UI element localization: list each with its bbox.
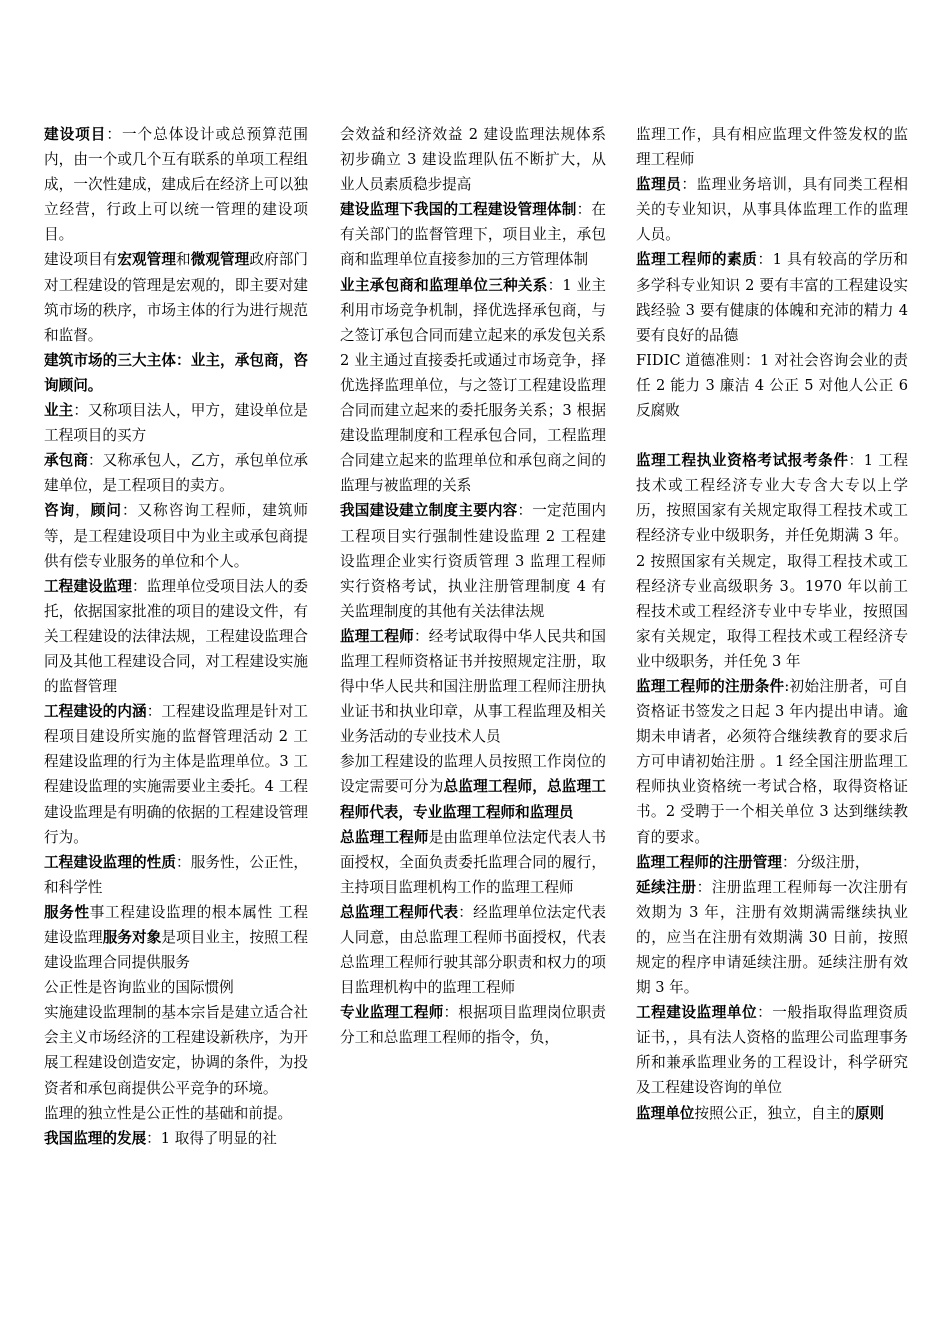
paragraph — [44, 699, 308, 850]
text-run: 公正性是咨询监业的国际惯例 — [44, 979, 234, 997]
paragraph — [636, 875, 908, 1000]
bold-term: 咨询 — [44, 502, 76, 520]
paragraph — [636, 122, 908, 172]
text-run: 事工程建设监理的根本属性 工程建设监理 — [44, 903, 308, 946]
text-run: ：在有关部门的监督管理下，项目业主，承包商和监理单位直接参加的三方管理体制 — [340, 201, 606, 269]
bold-term: 监理单位 — [636, 1104, 695, 1122]
paragraph — [44, 850, 308, 900]
paragraph — [44, 900, 308, 975]
bold-term: 顾问 — [90, 502, 122, 520]
bold-term: 监理工程师的注册管理 — [636, 853, 782, 871]
bold-term: 我国监理的发展 — [44, 1129, 147, 1147]
paragraph — [636, 348, 908, 423]
bold-term: 工程建设监理的性质 — [44, 853, 177, 871]
bold-term: 我国建设建立制度主要内容 — [340, 502, 518, 520]
text-run: ：一定范围内工程项目实行强制性建设监理 2 工程建设监理企业实行资质管理 3 监理工程师实行资格考试，执业注册管理制度 4 有关监理制度的其他有关法律法规 — [340, 502, 606, 620]
bold-term: 宏观管理 — [117, 251, 177, 269]
paragraph — [44, 247, 308, 347]
paragraph — [44, 975, 308, 1000]
text-run: 会效益和经济效益 2 建设监理法规体系初步确立 3 建设监理队伍不断扩大，从业人员素质稳步提高 — [340, 126, 606, 194]
paragraph — [340, 273, 606, 499]
paragraph — [340, 122, 606, 197]
paragraph — [340, 900, 606, 1000]
paragraph — [636, 448, 908, 674]
paragraph — [636, 674, 908, 850]
bold-term: 服务性 — [44, 903, 90, 921]
paragraph — [636, 247, 908, 347]
bold-term: 业主承包商和监理单位三种关系 — [340, 276, 548, 294]
text-run: ：1 业主利用市场竞争机制，择优选择承包商，与之签订承包合同而建立起来的承发包关系 2 业主通过直接委托或通过市场竞争，择优选择监理单位，与之签订工程建设监理合同而建立起来的委托服务关系；3 根据建设监理制度和工程承包合同，工程监理合同建立起来的监理单位和承包商之间的监理与被监理的关系 — [340, 276, 606, 495]
text-run: 建设项目有 — [44, 251, 118, 269]
text-run: 监理的独立性是公正性的基础和前提。 — [44, 1104, 293, 1122]
paragraph — [44, 1101, 308, 1126]
text-run: 监理工作，具有相应监理文件签发权的监理工程师 — [636, 126, 908, 169]
bold-term: 总监理工程师，总监理工程师代表，专业监理工程师和监理员 — [340, 778, 606, 821]
text-run: 和 — [176, 251, 191, 269]
text-run: ：又称项目法人，甲方，建设单位是工程项目的买方 — [44, 402, 308, 445]
paragraph-spacer — [636, 423, 908, 448]
text-run: ：又称承包人，乙方，承包单位承建单位，是工程项目的卖方。 — [44, 452, 308, 495]
text-run: 实施建设监理制的基本宗旨是建立适合社会主义市场经济的工程建设新秩序，为开展工程建设创造安定，协调的条件，为投资者和承包商提供公平竞争的环境。 — [44, 1004, 308, 1097]
text-run: ：又称咨询工程师，建筑师等，是工程建设项目中为业主或承包商提供有偿专业服务的单位和个人。 — [44, 502, 308, 570]
text-run: ：一般指取得监理资质证书，，具有法人资格的监理公司监理事务所和兼承监理业务的工程设计，科学研究及工程建设咨询的单位 — [636, 1004, 908, 1097]
text-run: ：注册监理工程师每一次注册有效期为 3 年，注册有效期满需继续执业的，应当在注册有效期满 30 日前，按照规定的程序申请延续注册。延续注册有效期 3 年。 — [636, 878, 908, 997]
text-column-2 — [340, 122, 606, 1050]
text-run: ：服务性，公正性，和科学性 — [44, 853, 308, 896]
text-run: ， — [75, 502, 91, 520]
paragraph — [340, 197, 606, 272]
text-run: :初始注册者，可自资格证书签发之日起 3 年内提出申请。逾期未申请者，必须符合继续教育的要求后方可申请初始注册 。1 经全国注册监理工程师执业资格统一考试合格，取得资格证书。2 受聘于一个相关单位 3 达到继续教育的要求。 — [636, 677, 908, 846]
bold-term: 服务对象 — [102, 929, 162, 946]
bold-term: 监理员 — [636, 176, 682, 194]
bold-term: 建设项目 — [44, 126, 107, 143]
text-run: 是由监理单位法定代表人书面授权，全面负责委托监理合同的履行，主持项目监理机构工作的监理工程师 — [340, 828, 606, 896]
bold-term: 总监理工程师代表 — [340, 903, 459, 921]
text-run: ：1 取得了明显的社 — [146, 1129, 277, 1147]
text-run: ：根据项目监理岗位职责分工和总监理工程师的指令，负， — [340, 1004, 606, 1047]
paragraph — [44, 1000, 308, 1100]
text-run: ：经监理单位法定代表人同意，由总监理工程师书面授权，代表总监理工程师行驶其部分职责和权力的项目监理机构中的监理工程师 — [340, 903, 606, 997]
bold-term: 业主 — [44, 402, 74, 420]
text-run: ：工程建设监理是针对工程项目建设所实施的监督管理活动 2 工程建设监理的行为主体是监理单位。3 工程建设监理的实施需要业主委托。4 工程建设监理是有明确的依据的工程建设管理行为。 — [44, 703, 308, 846]
text-run: ：监理业务培训，具有同类工程相关的专业知识，从事具体监理工作的监理人员。 — [636, 176, 908, 244]
text-run: ：经考试取得中华人民共和国监理工程师资格证书并按照规定注册，取得中华人民共和国注册监理工程师注册执业证书和执业印章，从事工程监理及相关业务活动的专业技术人员 — [340, 627, 606, 746]
bold-term: 工程建设监理 — [44, 577, 133, 595]
bold-term: 延续注册 — [636, 878, 697, 896]
bold-term: 工程建设监理单位 — [636, 1004, 758, 1022]
bold-term: 建设监理下我国的工程建设管理体制 — [340, 201, 577, 219]
bold-term: 微观管理 — [190, 251, 250, 269]
paragraph — [44, 498, 308, 573]
text-run: ：分级注册， — [781, 853, 870, 871]
paragraph — [636, 1101, 908, 1126]
bold-term: 监理工程师 — [340, 627, 414, 645]
paragraph — [636, 1000, 908, 1100]
bold-term: 专业监理工程师 — [340, 1004, 444, 1022]
paragraph — [340, 749, 606, 824]
bold-term: 承包商 — [44, 452, 89, 470]
paragraph — [340, 498, 606, 623]
paragraph — [340, 624, 606, 749]
bold-term: 监理工程执业资格考试报考条件 — [636, 452, 849, 470]
text-run: ：1 工程技术或工程经济专业大专含大专以上学历，按照国家有关规定取得工程技术或工程经济专业中级职务，并任免期满 3 年。2 按照国家有关规定，取得工程技术或工程经济专业高级职务 3。1970 年以前工程技术或工程经济专业中专毕业，按照国家有关规定，取得工程技术或工程经济专业中级职务，并任免 3 年 — [636, 452, 908, 670]
text-run: ：一个总体设计或总预算范围内，由一个或几个互有联系的单项工程组成，一次性建成，建成后在经济上可以独立经营，行政上可以统一管理的建设项目。 — [44, 126, 308, 244]
paragraph — [44, 448, 308, 498]
bold-term: 工程建设的内涵 — [44, 703, 147, 721]
text-column-1 — [44, 122, 308, 1151]
text-run: FIDIC 道德准则：1 对社会咨询会业的责任 2 能力 3 廉洁 4 公正 5 对他人公正 6 反腐败 — [636, 351, 908, 420]
text-run: 是项目业主，按照工程建设监理合同提供服务 — [44, 929, 308, 972]
bold-term: 总监理工程师 — [340, 828, 429, 846]
paragraph — [340, 1000, 606, 1050]
paragraph — [636, 850, 908, 875]
text-run: ：监理单位受项目法人的委托，依据国家批准的项目的建设文件，有关工程建设的法律法规，工程建设监理合同及其他工程建设合同，对工程建设实施的监督管理 — [44, 577, 308, 696]
text-run: 按照公正，独立，自主的 — [694, 1104, 855, 1122]
paragraph — [44, 348, 308, 398]
bold-term: 监理工程师的注册条件 — [636, 677, 785, 695]
text-column-3 — [636, 122, 908, 1126]
paragraph — [340, 825, 606, 900]
paragraph — [44, 1126, 308, 1151]
bold-term: 监理工程师的素质 — [636, 251, 758, 269]
paragraph — [44, 398, 308, 448]
bold-term: 原则 — [854, 1104, 885, 1122]
paragraph — [44, 574, 308, 699]
paragraph — [636, 172, 908, 247]
text-run: 政府部门对工程建设的管理是宏观的，即主要对建筑市场的秩序，市场主体的行为进行规范和监督。 — [44, 251, 308, 344]
text-run: 参加工程建设的监理人员按照工作岗位的设定需要可分为 — [340, 753, 606, 796]
bold-term: 建筑市场的三大主体：业主，承包商，咨询顾问。 — [44, 351, 308, 394]
paragraph — [44, 122, 308, 247]
text-run: ：1 具有较高的学历和多学科专业知识 2 要有丰富的工程建设实践经验 3 要有健康的体魄和充沛的精力 4 要有良好的品德 — [636, 251, 908, 344]
